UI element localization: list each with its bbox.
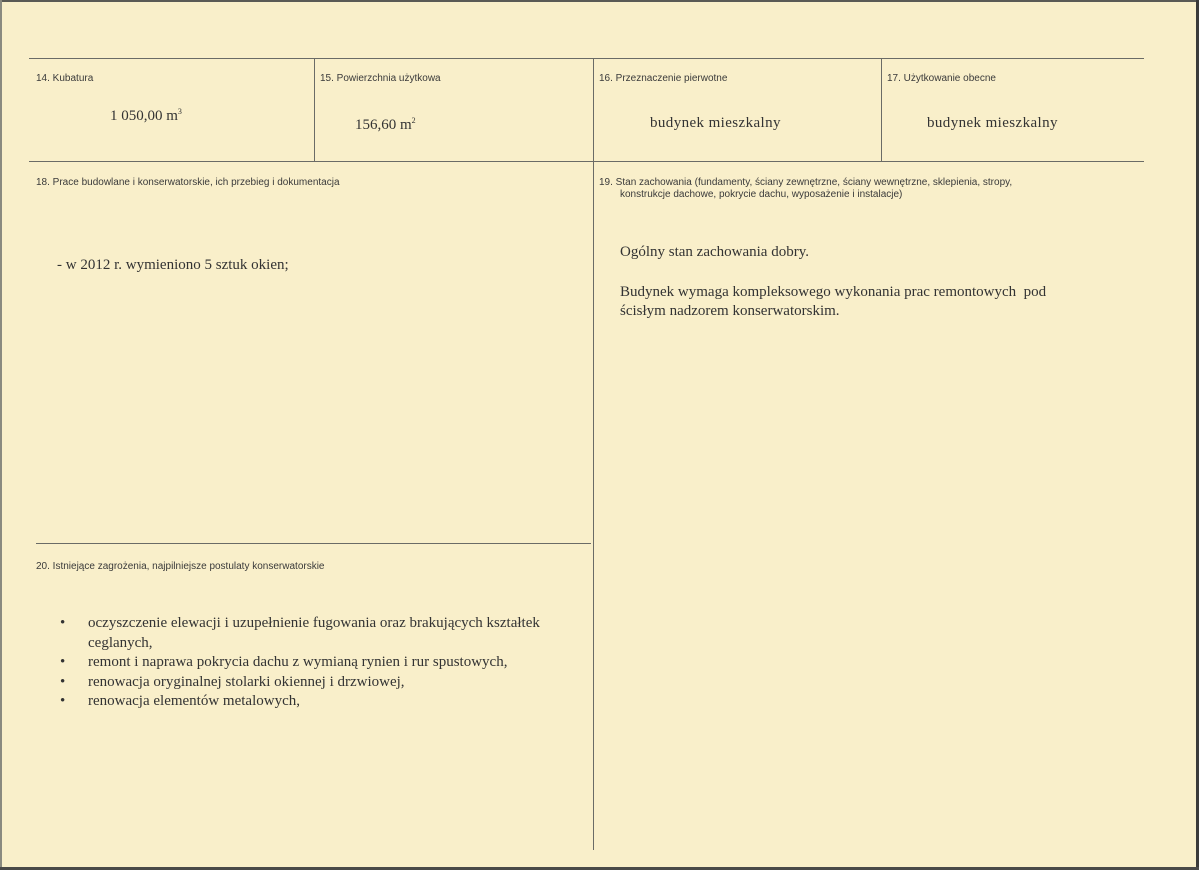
list-item xyxy=(60,614,580,653)
scan-edge-left xyxy=(0,0,2,870)
list-item-line: • renowacja oryginalnej stolarki okiennej i drzwiowej, xyxy=(88,673,405,690)
field-19-label-line1: 19. Stan zachowania (fundamenty, ściany zewnętrzne, ściany wewnętrzne, sklepienia, stropy, xyxy=(599,177,1013,188)
field-17-value: budynek mieszkalny xyxy=(927,115,1058,131)
field-19-paragraph-1: Ogólny stan zachowania dobry. xyxy=(620,244,809,260)
row-top-border xyxy=(29,58,1144,59)
field-14-value: 1 050,00 $m^3$ xyxy=(110,107,182,124)
field-19-label xyxy=(599,177,1012,201)
divider-14-15 xyxy=(314,58,315,161)
divider-main xyxy=(593,58,594,850)
field-20-label: 20. Istniejące zagrożenia, najpilniejsze postulaty konserwatorskie xyxy=(36,561,325,572)
divider-16-17 xyxy=(881,58,882,161)
field-19-paragraph-2 xyxy=(620,283,1046,321)
field-19-paragraph-2-line1: Budynek wymaga kompleksowego wykonania prac remontowych pod xyxy=(620,284,1047,300)
section-20-top-border xyxy=(36,543,591,544)
field-17-label: 17. Użytkowanie obecne xyxy=(887,73,996,84)
list-item xyxy=(60,692,580,712)
field-15-label: 15. Powierzchnia użytkowa xyxy=(320,73,441,84)
field-16-value: budynek mieszkalny xyxy=(650,115,781,131)
field-18-text: - w 2012 r. wymieniono 5 sztuk okien; xyxy=(57,257,289,273)
list-item-line: • renowacja elementów metalowych, xyxy=(88,693,300,709)
field-14-label: 14. Kubatura xyxy=(36,73,94,84)
field-16-label: 16. Przeznaczenie pierwotne xyxy=(599,73,728,84)
list-item-line: • remont i naprawa pokrycia dachu z wymianą rynien i rur spustowych, xyxy=(88,654,508,670)
field-18-label: 18. Prace budowlane i konserwatorskie, ich przebieg i dokumentacja xyxy=(36,177,340,188)
field-19-paragraph-2-line2: ścisłym nadzorem konserwatorskim. xyxy=(620,303,840,319)
field-15-value: 156,60 $m^2$ xyxy=(355,116,416,133)
list-item xyxy=(60,653,580,673)
row-middle-border xyxy=(29,161,1144,162)
list-item-line: • oczyszczenie elewacji i uzupełnienie fugowania oraz brakujących kształtek xyxy=(88,615,540,631)
field-20-list xyxy=(60,614,580,712)
list-item xyxy=(60,673,580,693)
scan-edge-top xyxy=(0,0,1199,2)
list-item-line: ceglanych, xyxy=(88,634,153,651)
field-19-label-line2: konstrukcje dachowe, pokrycie dachu, wyposażenie i instalacje) xyxy=(620,189,903,200)
